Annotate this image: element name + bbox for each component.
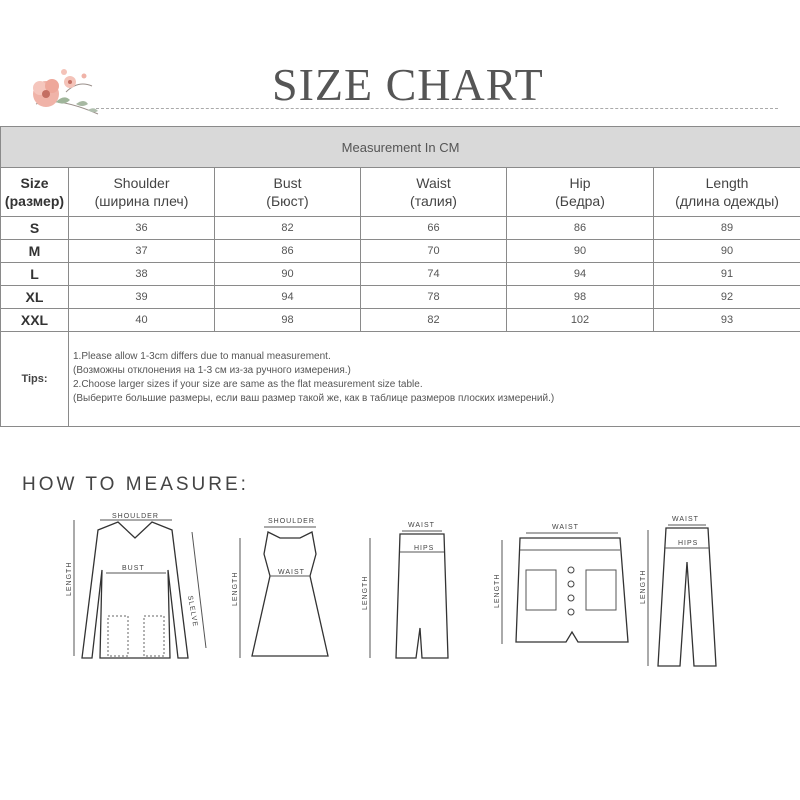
hip-cell: 94 [507, 263, 654, 286]
tip-line: 2.Choose larger sizes if your size are same as the flat measurement size table. [73, 379, 423, 390]
waist-cell: 82 [361, 309, 507, 332]
length-cell: 92 [654, 286, 800, 309]
bust-cell: 90 [215, 263, 361, 286]
column-header-length: Length (длина одежды) [654, 168, 800, 217]
table-row [1, 263, 800, 286]
waist-label: WAIST [408, 522, 435, 529]
hip-cell: 98 [507, 286, 654, 309]
length-label: LENGTH [494, 573, 501, 608]
shoulder-cell: 38 [69, 263, 215, 286]
tips-text [69, 332, 800, 427]
hip-cell: 86 [507, 217, 654, 240]
column-header-row [1, 168, 800, 217]
pants-diagram [640, 512, 730, 672]
tips-row [1, 332, 800, 427]
length-cell: 91 [654, 263, 800, 286]
waist-label: WAIST [278, 569, 305, 576]
size-cell: M [1, 240, 69, 263]
waist-cell: 66 [361, 217, 507, 240]
shoulder-cell: 39 [69, 286, 215, 309]
size-cell: XL [1, 286, 69, 309]
length-label: LENGTH [362, 575, 369, 610]
table-row [1, 286, 800, 309]
column-header-bust: Bust (Бюст) [215, 168, 361, 217]
how-to-measure-title: HOW TO MEASURE: [22, 474, 249, 495]
bust-label: BUST [122, 565, 145, 572]
shoulder-cell: 36 [69, 217, 215, 240]
shoulder-cell: 37 [69, 240, 215, 263]
size-cell: S [1, 217, 69, 240]
shoulder-cell: 40 [69, 309, 215, 332]
shoulder-label: SHOULDER [268, 518, 315, 525]
size-cell: XXL [1, 309, 69, 332]
bust-cell: 86 [215, 240, 361, 263]
sleeve-label: SLELVE [186, 595, 199, 628]
column-header-hip: Hip (Бедра) [507, 168, 654, 217]
column-header-waist: Waist (талия) [361, 168, 507, 217]
shoulder-label: SHOULDER [112, 513, 159, 520]
length-label: LENGTH [640, 569, 647, 604]
waist-cell: 70 [361, 240, 507, 263]
length-label: LENGTH [232, 571, 239, 606]
size-table [0, 126, 800, 427]
column-header-size: Size (размер) [1, 168, 69, 217]
tip-line: 1.Please allow 1-3cm differs due to manual measurement. [73, 351, 331, 362]
tip-line: (Выберите большие размеры, если ваш размер такой же, как в таблице размеров плоских измерений.) [73, 393, 555, 404]
header [0, 0, 800, 125]
hip-cell: 90 [507, 240, 654, 263]
waist-cell: 78 [361, 286, 507, 309]
tips-label: Tips: [1, 332, 69, 427]
length-cell: 90 [654, 240, 800, 263]
tip-line: (Возможны отклонения на 1-3 см из-за ручного измерения.) [73, 365, 351, 376]
page-title: SIZE CHART [272, 59, 544, 110]
skirt-diagram [362, 518, 452, 663]
bust-cell: 94 [215, 286, 361, 309]
length-cell: 93 [654, 309, 800, 332]
measurement-header: Measurement In CM [1, 127, 800, 168]
hip-cell: 102 [507, 309, 654, 332]
waist-cell: 74 [361, 263, 507, 286]
jacket-diagram [60, 508, 210, 668]
column-header-shoulder: Shoulder (ширина плеч) [69, 168, 215, 217]
table-row [1, 309, 800, 332]
waist-label: WAIST [672, 516, 699, 523]
length-cell: 89 [654, 217, 800, 240]
hips-label: HIPS [678, 540, 699, 547]
flower-decoration-icon [26, 66, 106, 120]
table-row [1, 240, 800, 263]
shorts-diagram [490, 520, 630, 650]
table-row [1, 217, 800, 240]
bust-cell: 98 [215, 309, 361, 332]
size-cell: L [1, 263, 69, 286]
title-divider [96, 108, 778, 109]
length-label: LENGTH [66, 561, 73, 596]
bust-cell: 82 [215, 217, 361, 240]
dress-diagram [228, 514, 348, 664]
waist-label: WAIST [552, 524, 579, 531]
hips-label: HIPS [414, 545, 435, 552]
